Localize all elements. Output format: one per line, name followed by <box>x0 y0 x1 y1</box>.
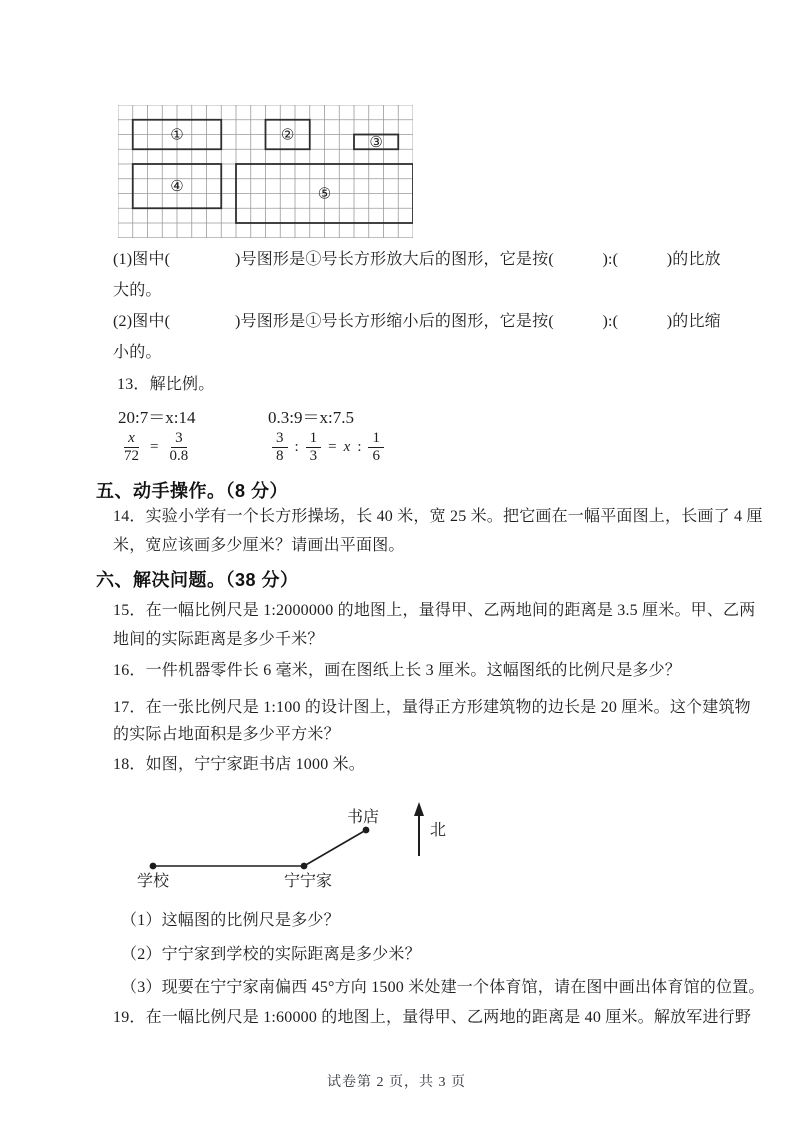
q14-line2: 米，宽应该画多少厘米？请画出平面图。 <box>113 537 405 554</box>
fraction <box>165 430 192 466</box>
school-label: 学校 <box>136 873 170 890</box>
q12-part1-line2: 大的。 <box>113 282 162 299</box>
q18-map-figure <box>108 793 458 898</box>
north-arrow-icon <box>414 802 424 856</box>
ratio-colon: : <box>357 439 362 456</box>
grid-figure <box>118 105 413 238</box>
fraction <box>306 430 322 466</box>
school-dot <box>150 863 157 870</box>
q18-line1: 18．如图，宁宁家距书店 1000 米。 <box>113 756 366 773</box>
shape-number-label: ③ <box>369 134 383 151</box>
section5-heading: 五、动手操作。（8 分） <box>96 481 289 501</box>
q12-part2-line2: 小的。 <box>113 344 162 361</box>
fraction <box>120 430 143 466</box>
fraction-denominator: 3 <box>309 448 318 465</box>
q13-eq2: 0.3:9＝x:7.5 <box>268 408 354 427</box>
ratio-colon: : <box>294 439 299 456</box>
q17-line1: 17．在一张比例尺是 1:100 的设计图上，量得正方形建筑物的边长是 20 厘米。这个建筑物 <box>113 699 751 716</box>
shape-number-label: ① <box>170 127 184 144</box>
fraction <box>272 430 288 466</box>
q19-line1: 19．在一幅比例尺是 1:60000 的地图上，量得甲、乙两地的距离是 40 厘米。解放军进行野 <box>113 1009 752 1026</box>
q18-sub2: （2）宁宁家到学校的实际距离是多少米？ <box>121 946 421 963</box>
bookstore-label: 书店 <box>346 809 380 826</box>
fraction-numerator: 3 <box>272 430 288 448</box>
q13-eq3 <box>120 430 192 466</box>
equals-sign: = <box>150 439 159 456</box>
north-label: 北 <box>430 822 447 839</box>
q12-part1-line1: (1)图中( )号图形是①号长方形放大后的图形，它是按( ):( )的比放 <box>113 251 721 268</box>
q15-line2: 地间的实际距离是多少千米？ <box>113 631 324 648</box>
fraction-denominator: 72 <box>124 448 139 465</box>
q17-line2: 的实际占地面积是多少平方米？ <box>113 726 340 743</box>
q14-line1: 14．实验小学有一个长方形操场，长 40 米，宽 25 米。把它画在一幅平面图上，长画了 4 厘 <box>113 508 763 525</box>
shape-number-label: ② <box>280 127 295 144</box>
q18-sub3: （3）现要在宁宁家南偏西 45°方向 1500 米处建一个体育馆，请在图中画出体育馆的位置。 <box>121 979 765 996</box>
q13-title: 13．解比例。 <box>117 376 215 393</box>
home-bookstore-road <box>304 830 366 866</box>
section6-heading: 六、解决问题。（38 分） <box>96 570 299 590</box>
equals-sign: = <box>328 439 337 456</box>
q13-eq4 <box>272 430 384 466</box>
fraction-numerator: 1 <box>306 430 322 448</box>
shape-number-label: ④ <box>170 179 184 196</box>
fraction-numerator: 3 <box>171 430 187 448</box>
variable-x: x <box>343 439 351 456</box>
fraction-denominator: 0.8 <box>169 448 189 465</box>
fraction-numerator: x <box>124 430 139 448</box>
q12-part2-line1: (2)图中( )号图形是①号长方形缩小后的图形，它是按( ):( )的比缩 <box>113 313 721 330</box>
fraction-denominator: 6 <box>372 448 380 465</box>
q16-line1: 16．一件机器零件长 6 毫米，画在图纸上长 3 厘米。这幅图纸的比例尺是多少？ <box>113 662 682 679</box>
home-label: 宁宁家 <box>283 873 333 890</box>
q15-line1: 15．在一幅比例尺是 1:2000000 的地图上，量得甲、乙两地间的距离是 3.5 厘米。甲、乙两 <box>113 602 756 619</box>
fraction-numerator: 1 <box>368 430 384 448</box>
bookstore-dot <box>363 827 370 834</box>
page-footer: 试卷第 2 页，共 3 页 <box>327 1075 466 1090</box>
q13-eq1: 20:7＝x:14 <box>118 408 196 427</box>
fraction <box>368 430 384 466</box>
home-dot <box>301 863 308 870</box>
fraction-denominator: 8 <box>276 448 284 465</box>
shape-number-label: ⑤ <box>317 186 332 203</box>
q18-sub1: （1）这幅图的比例尺是多少？ <box>121 912 340 929</box>
